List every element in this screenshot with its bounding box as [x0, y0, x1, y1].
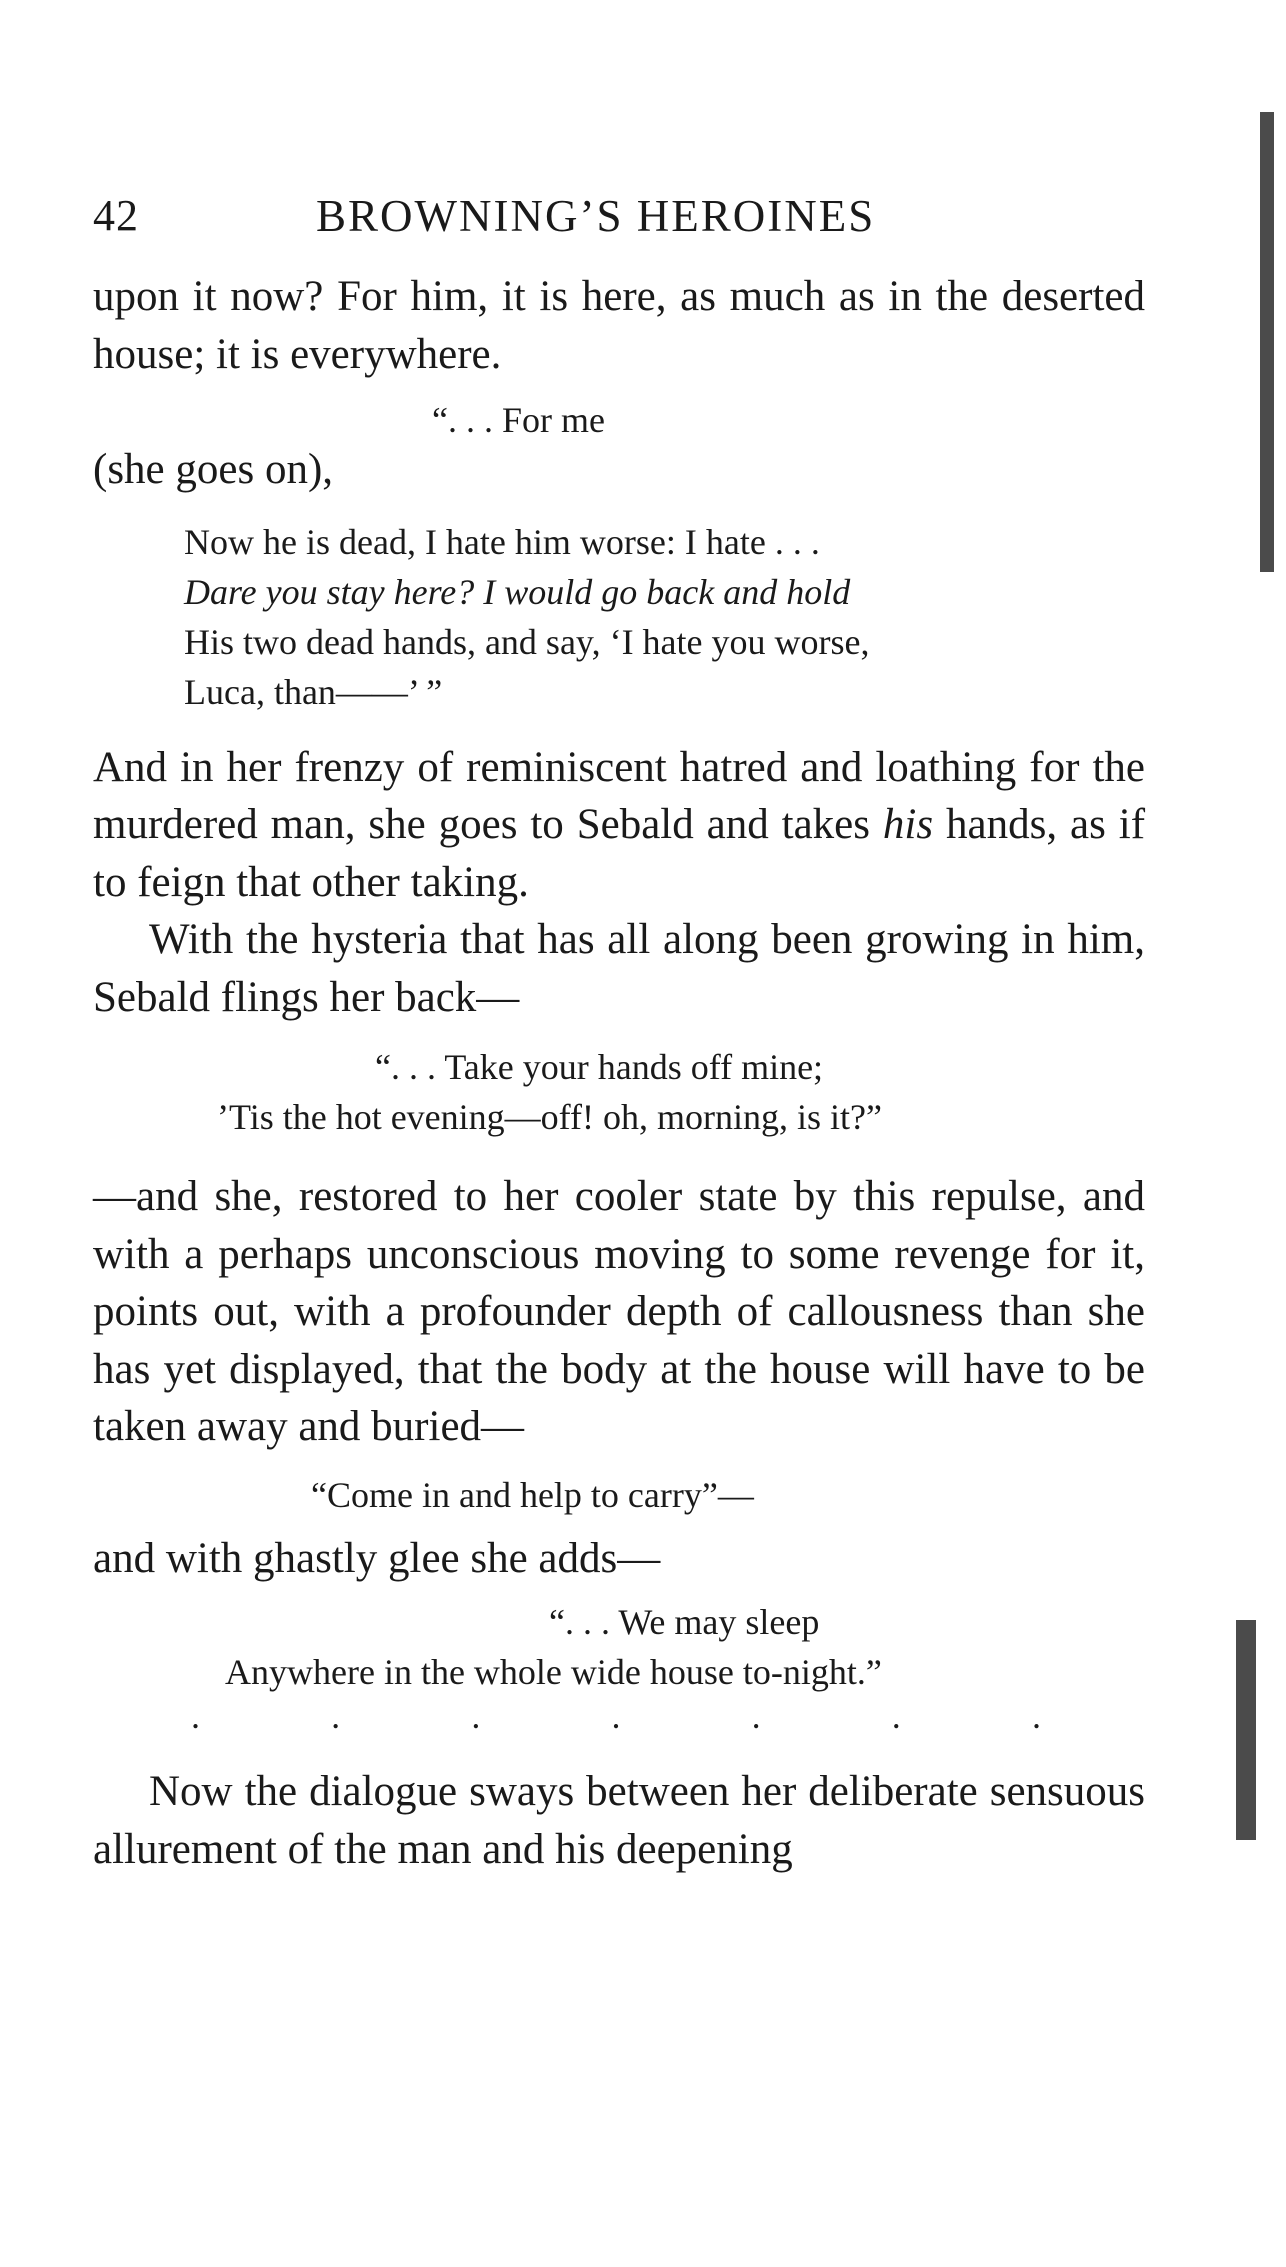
quote-2-line-3: His two dead hands, and say, ‘I hate you worse, — [184, 621, 870, 662]
paragraph-3-end: hands, as if to feign that other taking. — [93, 801, 1146, 906]
paragraph-3 — [93, 739, 1145, 912]
section-dot: . — [891, 1696, 901, 1736]
section-dot: . — [751, 1696, 761, 1736]
quote-5 — [93, 1597, 1145, 1697]
section-dot: . — [1031, 1696, 1041, 1736]
quote-3 — [93, 1042, 1145, 1142]
paragraph-1: upon it now? For him, it is here, as much as in the deserted house; it is everywhere. — [93, 273, 1145, 378]
page-body — [93, 268, 1145, 1878]
section-dot: . — [331, 1696, 341, 1736]
quote-2-line-4: Luca, than——’ ” — [184, 671, 443, 712]
section-dot: . — [611, 1696, 621, 1736]
paragraph-6: and with ghastly glee she adds— — [93, 1534, 661, 1582]
paragraph-4: With the hysteria that has all along been growing in him, Sebald flings her back— — [93, 916, 1145, 1021]
scan-edge-mark-top — [1260, 112, 1274, 572]
page-number: 42 — [93, 191, 139, 240]
page-header — [93, 190, 1145, 250]
quote-1-line-1: “. . . For me — [432, 400, 605, 440]
quote-3-line-1: “. . . Take your hands off mine; — [375, 1047, 824, 1087]
quote-5-line-2: Anywhere in the whole wide house to-night.” — [225, 1652, 882, 1692]
scan-edge-mark-bottom — [1236, 1620, 1256, 1840]
quote-2-line-1: Now he is dead, I hate him worse: I hate . . . — [184, 521, 820, 562]
section-dot: . — [191, 1696, 200, 1736]
quote-2 — [93, 517, 1145, 717]
paragraph-5: —and she, restored to her cooler state by this repulse, and with a perhaps unconscious moving to some revenge for it, points out, with a profounder depth of callousness than she has yet displayed, that the body at the house will have to be taken away and buried— — [93, 1173, 1145, 1450]
section-dot: . — [471, 1696, 481, 1736]
quote-3-line-2: ’Tis the hot evening—off! oh, morning, is it?” — [217, 1097, 882, 1137]
quote-4-line-1: “Come in and help to carry”— — [311, 1474, 754, 1515]
quote-2-line-2: Dare you stay here? I would go back and hold — [184, 571, 851, 612]
quote-1 — [93, 395, 1145, 445]
running-title: BROWNING’S HEROINES — [316, 191, 876, 241]
paragraph-3-emphasis: his — [882, 801, 934, 848]
section-break-dots — [191, 1696, 1041, 1736]
quote-4 — [93, 1470, 1145, 1520]
paragraph-2: (she goes on), — [93, 446, 334, 493]
quote-5-line-1: “. . . We may sleep — [549, 1602, 820, 1642]
paragraph-3-text: And in her frenzy of reminiscent hatred and loathing for the murdered man, she goes to Sebald and takes — [93, 743, 1145, 848]
paragraph-7: Now the dialogue sways between her deliberate sensuous allurement of the man and his deepening — [93, 1768, 1145, 1873]
